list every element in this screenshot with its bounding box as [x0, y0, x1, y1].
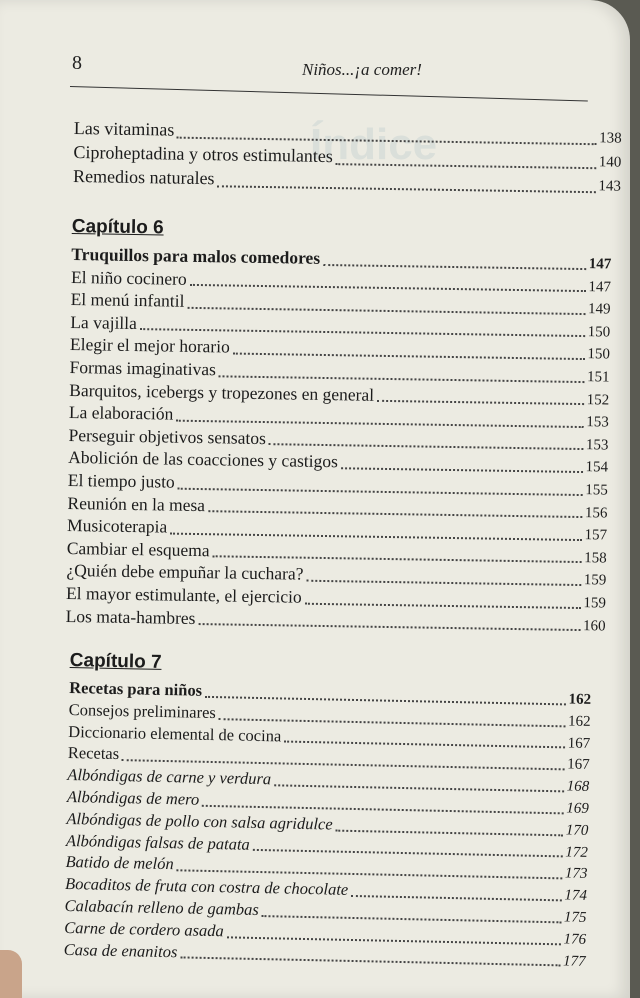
dot-leader	[219, 375, 584, 383]
toc-entry-title: Los mata-hambres	[65, 605, 196, 628]
dot-leader	[336, 829, 563, 836]
toc-chapter-6	[66, 216, 612, 637]
toc-top-section	[73, 118, 622, 199]
toc-entry-page: 159	[583, 594, 607, 612]
toc-entry-page: 156	[584, 504, 608, 521]
toc-entry-page: 172	[565, 843, 589, 861]
toc-entry-page: 149	[587, 301, 611, 318]
toc-entry-title: Batido de melón	[65, 852, 174, 874]
dot-leader	[269, 443, 583, 450]
toc-entry-title: Formas imaginativas	[69, 356, 217, 380]
toc-entry-page: 138	[599, 130, 622, 147]
toc-entry-page: 140	[598, 154, 622, 171]
toc-entry-page: 167	[567, 756, 590, 774]
toc-entry-page: 153	[585, 436, 609, 454]
toc-entry-title: Albóndigas de mero	[66, 786, 200, 809]
dot-leader	[233, 353, 585, 361]
toc-entry-page: 158	[584, 549, 607, 567]
dot-leader	[198, 623, 580, 631]
toc-entry-page: 147	[588, 256, 612, 273]
toc-entry-title: Albóndigas de carne y verdura	[67, 765, 272, 789]
finger-edge	[0, 950, 22, 998]
toc-entry-title: Truquillos para malos comedores	[71, 243, 321, 268]
toc-entry-title: Barquitos, icebergs y tropezones en general	[69, 379, 375, 405]
toc-entry-title: Cambiar el esquema	[66, 537, 210, 560]
toc-entry-page: 155	[585, 482, 608, 499]
header-rule	[70, 86, 588, 101]
toc-entry-page: 159	[583, 572, 607, 589]
dot-leader	[351, 895, 561, 901]
toc-entry-title: Elegir el mejor horario	[69, 334, 230, 357]
toc-entry-title: Las vitaminas	[73, 118, 175, 140]
toc-entry-title: El tiempo justo	[67, 469, 175, 492]
toc-entry-title: Musicoterapia	[66, 515, 168, 537]
toc-entry-page: 143	[598, 178, 622, 195]
toc-entry-page: 170	[565, 822, 589, 839]
toc-entry-title: El niño cocinero	[70, 266, 187, 289]
toc-entry-title: Recetas	[67, 743, 120, 764]
toc-entry-page: 175	[563, 909, 587, 926]
dot-leader	[274, 784, 564, 792]
toc-entry-title: Ciproheptadina y otros estimulantes	[73, 141, 334, 167]
toc-entry-page: 174	[564, 887, 588, 905]
toc-entry-title: Remedios naturales	[72, 165, 215, 189]
toc-entry-title: Recetas para niños	[69, 677, 203, 700]
dot-leader	[180, 957, 560, 967]
toc-entry-page: 151	[586, 369, 610, 386]
toc-chapter-7	[63, 650, 591, 972]
dot-leader	[336, 163, 596, 169]
toc-entry-title: Consejos preliminares	[68, 699, 217, 722]
toc-entry-page: 157	[584, 527, 608, 544]
dot-leader	[284, 741, 564, 749]
toc-entry-page: 169	[566, 800, 589, 817]
toc-entry-title: Bocaditos de fruta con costra de chocolate	[64, 874, 349, 900]
toc-entry-page: 173	[564, 865, 588, 883]
dot-leader	[323, 264, 586, 270]
toc-entry-title: Perseguir objetivos sensatos	[68, 424, 267, 448]
toc-entry-title: El menú infantil	[70, 289, 185, 311]
toc-entry-title: Albóndigas falsas de patata	[65, 830, 250, 854]
toc-entry-page: 162	[568, 691, 592, 708]
page-number: 8	[72, 52, 82, 74]
toc-entry-page: 152	[586, 391, 610, 409]
chapter-heading: Capítulo 6	[71, 216, 164, 239]
toc-entry-title: La elaboración	[68, 402, 174, 424]
toc-entry-page: 154	[585, 459, 609, 476]
toc-entry-page: 153	[586, 414, 609, 431]
running-title: Niños...¡a comer!	[302, 60, 422, 79]
toc-entry-title: Diccionario elemental de cocina	[68, 721, 282, 746]
toc-entry-title: Albóndigas de pollo con salsa agridulce	[66, 808, 333, 834]
toc-entry-title: La vajilla	[70, 311, 138, 333]
toc-entry-title: Casa de enanitos	[63, 939, 178, 961]
toc-entry-title: El mayor estimulante, el ejercicio	[65, 582, 302, 607]
toc-entry-page: 160	[583, 617, 606, 634]
toc-entry-title: Reunión en la mesa	[67, 492, 206, 515]
dot-leader	[377, 400, 584, 405]
toc-entry-page: 167	[567, 735, 591, 752]
toc-entry-title: ¿Quién debe empuñar la cuchara?	[66, 560, 304, 584]
dot-leader	[305, 602, 581, 608]
dot-leader	[213, 556, 582, 564]
toc-entry-page: 177	[562, 952, 586, 970]
toc-entry-page: 150	[587, 346, 611, 363]
dot-leader	[341, 467, 583, 473]
toc-entry-page: 176	[563, 931, 587, 948]
toc-entry-title: Abolición de las coacciones y castigos	[68, 447, 339, 472]
toc-entry-title: Calabacín relleno de gambas	[64, 895, 259, 919]
toc-entry-page: 162	[567, 713, 591, 730]
toc-entry-page: 147	[588, 278, 612, 296]
toc-entry-page: 168	[566, 778, 590, 796]
toc-entry-title: Carne de cordero asada	[63, 917, 224, 941]
chapter-heading: Capítulo 7	[69, 650, 162, 673]
dot-leader	[208, 510, 582, 518]
dot-leader	[306, 580, 580, 586]
toc-entry-page: 150	[587, 323, 611, 341]
bleed-through-text: Índice	[310, 120, 438, 169]
dot-leader	[217, 185, 595, 193]
